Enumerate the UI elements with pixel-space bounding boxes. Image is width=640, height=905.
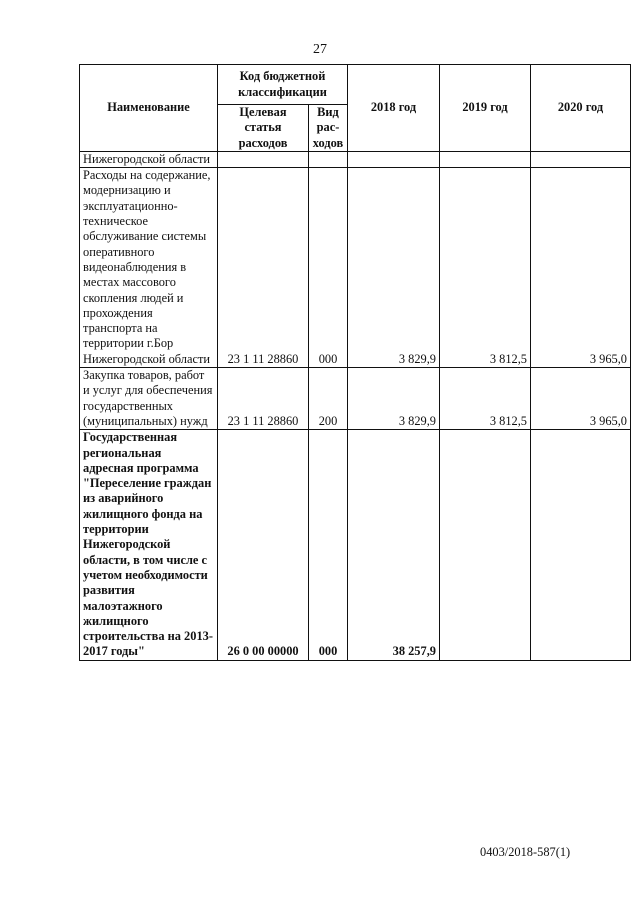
row-type <box>309 151 348 167</box>
row-2018: 3 829,9 <box>348 168 440 368</box>
row-type: 000 <box>309 168 348 368</box>
row-2020 <box>531 151 631 167</box>
document-code: 0403/2018-587(1) <box>480 845 571 859</box>
row-2020: 3 965,0 <box>531 168 631 368</box>
row-name: Нижегородской области <box>80 151 218 167</box>
row-type: 000 <box>309 430 348 660</box>
table-row <box>80 151 631 167</box>
row-2018 <box>348 151 440 167</box>
row-code: 26 0 00 00000 <box>218 430 309 660</box>
row-2020: 3 965,0 <box>531 368 631 430</box>
header-expense-type: Вид рас-ходов <box>309 105 348 152</box>
row-code <box>218 151 309 167</box>
row-name: Закупка товаров, работ и услуг для обеспечения государственных (муниципальных) нужд <box>80 368 218 430</box>
row-name: Расходы на содержание, модернизацию и эксплуатационно-техническое обслуживание системы оперативного видеонаблюдения в местах массового скопления людей и прохождения транспорта на территории г.Бор Нижегородской области <box>80 168 218 368</box>
row-2019: 3 812,5 <box>440 368 531 430</box>
budget-table <box>79 64 631 661</box>
page-number: 27 <box>313 42 327 57</box>
header-target-article: Целевая статья расходов <box>218 105 309 152</box>
header-2019: 2019 год <box>440 65 531 152</box>
row-2019 <box>440 430 531 660</box>
table-row <box>80 368 631 430</box>
row-2018: 3 829,9 <box>348 368 440 430</box>
row-2019: 3 812,5 <box>440 168 531 368</box>
row-type: 200 <box>309 368 348 430</box>
row-2020 <box>531 430 631 660</box>
header-2018: 2018 год <box>348 65 440 152</box>
header-kbk-group: Код бюджетной классификации <box>218 65 348 105</box>
row-name: Государственная региональная адресная программа "Переселение граждан из аварийного жилищного фонда на территории Нижегородской области, в том числе с учетом необходимости развития малоэтажного жилищного строительства на 2013-2017 годы" <box>80 430 218 660</box>
table-row <box>80 168 631 368</box>
row-2018: 38 257,9 <box>348 430 440 660</box>
header-name: Наименование <box>80 65 218 152</box>
row-code: 23 1 11 28860 <box>218 168 309 368</box>
row-2019 <box>440 151 531 167</box>
table-row <box>80 430 631 660</box>
row-code: 23 1 11 28860 <box>218 368 309 430</box>
header-2020: 2020 год <box>531 65 631 152</box>
